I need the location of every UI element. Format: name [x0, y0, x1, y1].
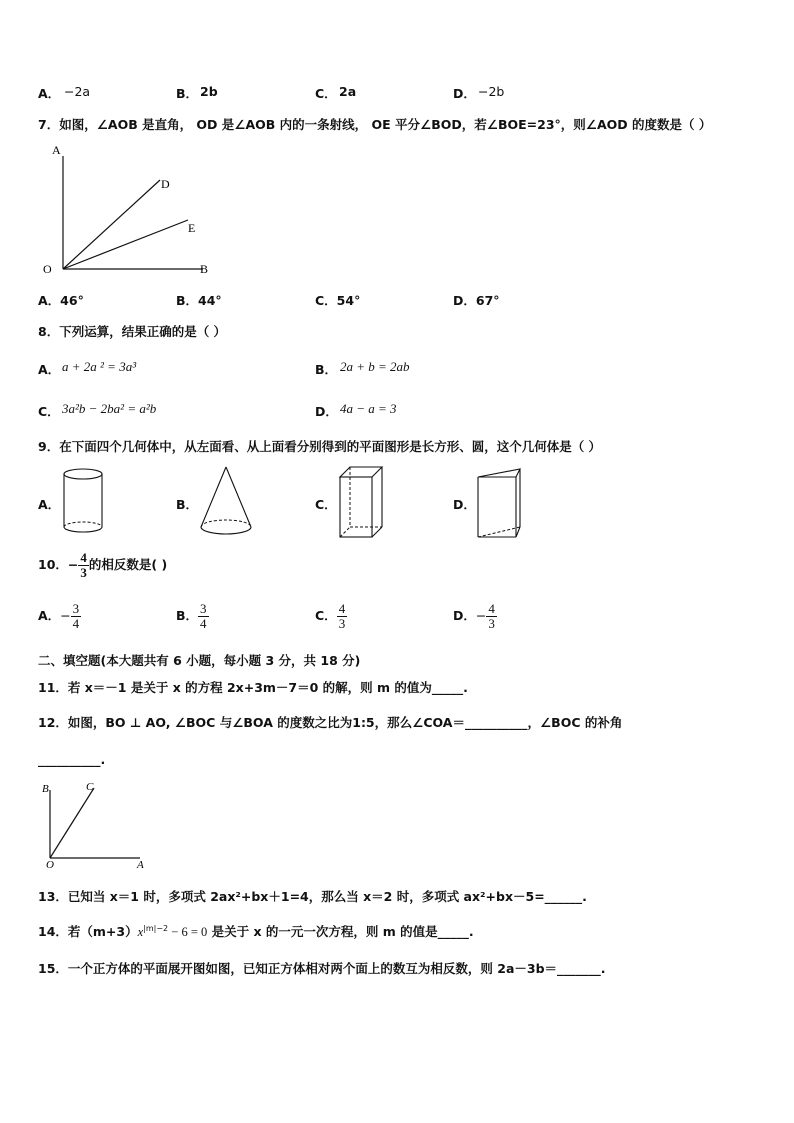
q8-option-d-expr: 4a − a = 3 [340, 401, 397, 416]
q6-option-c-label: C． [315, 86, 337, 101]
rectangular-prism-figure [336, 463, 386, 541]
q8-option-b-expr: 2a + b = 2ab [340, 359, 410, 374]
q7-option-b: B．44° [176, 293, 222, 308]
triangular-prism-figure [474, 465, 526, 541]
q9-text: 9．在下面四个几何体中，从左面看、从上面看分别得到的平面图形是长方形、圆，这个几何体是（ ） [38, 439, 602, 454]
label-o: O [46, 859, 54, 870]
q10-prefix: 10．− [38, 557, 79, 572]
q10-option-d: D．− $\frac{4}{3}$ [453, 601, 495, 631]
q6-option-d-label: D． [453, 86, 476, 101]
q8-option-c-label: C． [38, 404, 60, 419]
q7-option-d: D．67° [453, 293, 500, 308]
q6-option-d-value: −2b [478, 84, 505, 99]
q10-fraction: $\frac{4}{3}$ [80, 550, 87, 580]
q10-suffix: 的相反数是( ) [88, 557, 168, 572]
q8-option-c-expr: 3a²b − 2ba² = a²b [62, 401, 157, 416]
q6-option-c-value: 2a [339, 84, 357, 99]
q10-option-c: C． $\frac{4}{3}$ [315, 601, 346, 631]
q7-text: 7．如图，∠AOB 是直角， OD 是∠AOB 内的一条射线， OE 平分∠BOD，若∠BOE=23°，则∠AOD 的度数是（ ） [38, 117, 712, 132]
section-2-heading: 二、填空题(本大题共有 6 小题，每小题 3 分，共 18 分) [38, 653, 361, 668]
label-c: C [86, 781, 94, 793]
q8-option-d-label: D． [315, 404, 338, 419]
cone-figure [195, 463, 257, 543]
ray-oe [63, 220, 188, 269]
q6-option-b-value: 2b [200, 84, 218, 99]
q9-option-b-label: B． [176, 497, 199, 512]
q14-text: 14．若$(m+3)x^{|m|-2} - 6 = 0$ 是关于 x 的一元一次方程，则 m 的值是_____. [38, 923, 474, 939]
q10-option-a: A．− $\frac{3}{4}$ [38, 601, 80, 631]
label-o: O [43, 262, 52, 276]
q7-option-a: A．46° [38, 293, 84, 308]
q12-angle-figure [34, 778, 154, 870]
cylinder-figure [58, 465, 108, 540]
q8-text: 8．下列运算，结果正确的是（ ） [38, 324, 227, 339]
label-e: E [188, 221, 196, 235]
q9-option-d-label: D． [453, 497, 476, 512]
q7-angle-figure [40, 142, 220, 282]
ray-od [63, 180, 160, 269]
q10-text [38, 550, 167, 580]
ray-oc [50, 788, 94, 858]
q13-text: 13．已知当 x＝1 时，多项式 2ax²+bx＋1=4，那么当 x＝2 时，多项式 ax²+bx－5=______. [38, 889, 587, 904]
q8-option-a-label: A． [38, 362, 61, 377]
q8-option-b-label: B． [315, 362, 338, 377]
q6-option-a-label: A． [38, 86, 61, 101]
q11-text: 11．若 x＝－1 是关于 x 的方程 2x+3m－7＝0 的解，则 m 的值为_____. [38, 680, 468, 695]
q6-option-b-label: B． [176, 86, 199, 101]
q15-text: 15．一个正方体的平面展开图如图，已知正方体相对两个面上的数互为相反数，则 2a－3b＝_______. [38, 961, 606, 976]
q7-option-c: C．54° [315, 293, 361, 308]
q9-option-a-label: A． [38, 497, 61, 512]
label-b: B [42, 783, 49, 795]
label-a: A [52, 143, 61, 157]
q10-option-b: B． $\frac{3}{4}$ [176, 601, 207, 631]
label-d: D [161, 177, 170, 191]
q8-option-a-expr: a + 2a ² = 3a³ [62, 359, 137, 374]
q6-option-a-value: −2a [64, 84, 91, 99]
label-a: A [137, 859, 144, 870]
q12-text: 12．如图，BO ⊥ AO, ∠BOC 与∠BOA 的度数之比为1:5，那么∠COA＝__________，∠BOC 的补角 [38, 715, 623, 730]
q9-option-c-label: C． [315, 497, 337, 512]
q12-text-line2: __________. [38, 752, 106, 767]
label-b: B [200, 262, 209, 276]
